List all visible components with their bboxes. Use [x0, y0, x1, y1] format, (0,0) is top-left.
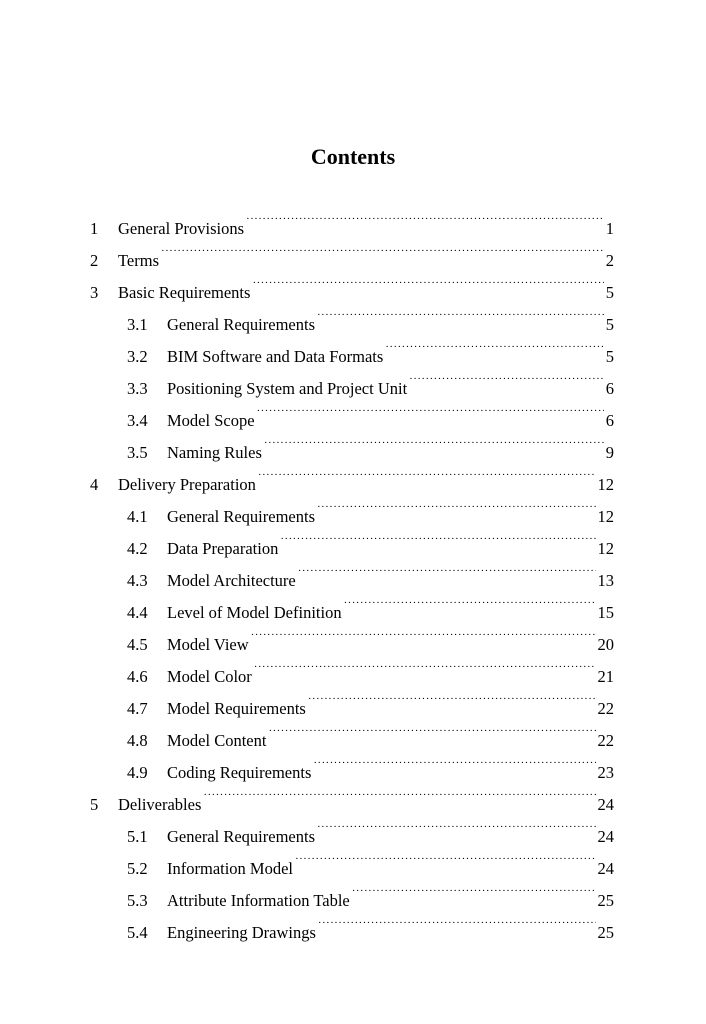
- dot-leader: [161, 234, 604, 266]
- toc-entry-number: 4.8: [127, 731, 148, 750]
- dot-leader: [352, 874, 596, 906]
- dot-leader: [268, 714, 595, 746]
- toc-entry-label: Deliverables: [118, 795, 202, 814]
- toc-entry-label: BIM Software and Data Formats: [167, 347, 384, 366]
- toc-entry-number: 3: [90, 283, 99, 302]
- dot-leader: [385, 330, 603, 362]
- toc-entry-page-number: 13: [597, 571, 614, 590]
- dot-leader: [295, 842, 595, 874]
- toc-entry-number: 4.2: [127, 539, 148, 558]
- dot-leader: [246, 202, 604, 234]
- toc-entry-number: 3.3: [127, 379, 148, 398]
- toc-entry-number: 3.1: [127, 315, 148, 334]
- toc-entry-number: 1: [90, 219, 99, 238]
- toc-entry-page-number: 12: [597, 507, 614, 526]
- toc-entry-page-number: 5: [605, 347, 614, 366]
- dot-leader: [251, 618, 596, 650]
- toc-entry-label: Terms: [118, 251, 160, 270]
- toc-entry-page-number: 25: [597, 891, 614, 910]
- toc-entry-page-number: 6: [605, 411, 614, 430]
- page-title: Contents: [310, 144, 396, 169]
- toc-entry-label: General Requirements: [167, 827, 315, 846]
- toc-entry-page-number: 12: [597, 475, 614, 494]
- dot-leader: [203, 778, 595, 810]
- toc-entry-number: 5: [90, 795, 99, 814]
- toc-entry-page-number: 5: [605, 283, 614, 302]
- toc-entry-label: Attribute Information Table: [167, 891, 350, 910]
- toc-entry-number: 4.7: [127, 699, 148, 718]
- toc-entry-label: Level of Model Definition: [167, 603, 342, 622]
- toc-entry-page-number: 12: [597, 539, 614, 558]
- toc-entry-number: 5.4: [127, 923, 148, 942]
- toc-entry-page-number: 21: [597, 667, 614, 686]
- toc-entry-page-number: 24: [597, 795, 614, 814]
- toc-entry-label: Model View: [167, 635, 249, 654]
- toc-entry-number: 4.3: [127, 571, 148, 590]
- dot-leader: [409, 362, 604, 394]
- toc-entry-label: General Requirements: [167, 315, 315, 334]
- toc-entry-number: 3.4: [127, 411, 148, 430]
- toc-entry-page-number: 9: [605, 443, 614, 462]
- toc-entry-label: Positioning System and Project Unit: [167, 379, 408, 398]
- toc-entry-label: Coding Requirements: [167, 763, 312, 782]
- toc-entry-number: 4: [90, 475, 99, 494]
- toc-entry-label: Information Model: [167, 859, 294, 878]
- toc-entry-page-number: 25: [597, 923, 614, 942]
- toc-entry-number: 4.5: [127, 635, 148, 654]
- dot-leader: [318, 906, 596, 938]
- dot-leader: [344, 586, 596, 618]
- dot-leader: [317, 298, 604, 330]
- toc-entry-page-number: 24: [597, 859, 614, 878]
- toc-entry-label: Naming Rules: [167, 443, 262, 462]
- toc-entry-label: Model Color: [167, 667, 252, 686]
- toc-entry-label: Engineering Drawings: [167, 923, 316, 942]
- toc-entry-page-number: 5: [605, 315, 614, 334]
- toc-entry-page-number: 22: [597, 699, 614, 718]
- toc-entry-number: 5.1: [127, 827, 148, 846]
- dot-leader: [298, 554, 596, 586]
- toc-entry-page-number: 15: [597, 603, 614, 622]
- toc-entry-number: 4.9: [127, 763, 148, 782]
- dot-leader: [280, 522, 595, 554]
- toc-entry-number: 4.1: [127, 507, 148, 526]
- dot-leader: [264, 426, 604, 458]
- toc-entry-label: Model Architecture: [167, 571, 296, 590]
- toc-entry-label: Data Preparation: [167, 539, 279, 558]
- toc-entry-page-number: 22: [597, 731, 614, 750]
- dot-leader: [252, 266, 603, 298]
- toc-entry-page-number: 6: [605, 379, 614, 398]
- toc-entry-number: 4.6: [127, 667, 148, 686]
- toc-entry-page-number: 1: [605, 219, 614, 238]
- toc-entry-label: Model Content: [167, 731, 267, 750]
- table-of-contents: [90, 202, 614, 942]
- dot-leader: [257, 394, 604, 426]
- toc-entry-label: Model Scope: [167, 411, 255, 430]
- toc-entry-label: Basic Requirements: [118, 283, 251, 302]
- toc-entry[interactable]: [90, 234, 614, 270]
- toc-entry[interactable]: [90, 202, 614, 238]
- toc-entry-number: 3.5: [127, 443, 148, 462]
- toc-entry[interactable]: [90, 266, 614, 302]
- dot-leader: [317, 810, 596, 842]
- dot-leader: [258, 458, 596, 490]
- toc-entry-number: 2: [90, 251, 99, 270]
- toc-entry-page-number: 20: [597, 635, 614, 654]
- toc-entry-number: 5.3: [127, 891, 148, 910]
- toc-entry-number: 5.2: [127, 859, 148, 878]
- dot-leader: [254, 650, 596, 682]
- toc-entry-label: General Provisions: [118, 219, 245, 238]
- dot-leader: [317, 490, 596, 522]
- toc-entry-page-number: 24: [597, 827, 614, 846]
- dot-leader: [308, 682, 596, 714]
- toc-entry-number: 3.2: [127, 347, 148, 366]
- toc-entry-number: 4.4: [127, 603, 148, 622]
- dot-leader: [313, 746, 595, 778]
- toc-entry-page-number: 2: [605, 251, 614, 270]
- toc-entry-label: Delivery Preparation: [118, 475, 256, 494]
- toc-entry-label: Model Requirements: [167, 699, 306, 718]
- toc-entry-page-number: 23: [597, 763, 614, 782]
- toc-entry-label: General Requirements: [167, 507, 315, 526]
